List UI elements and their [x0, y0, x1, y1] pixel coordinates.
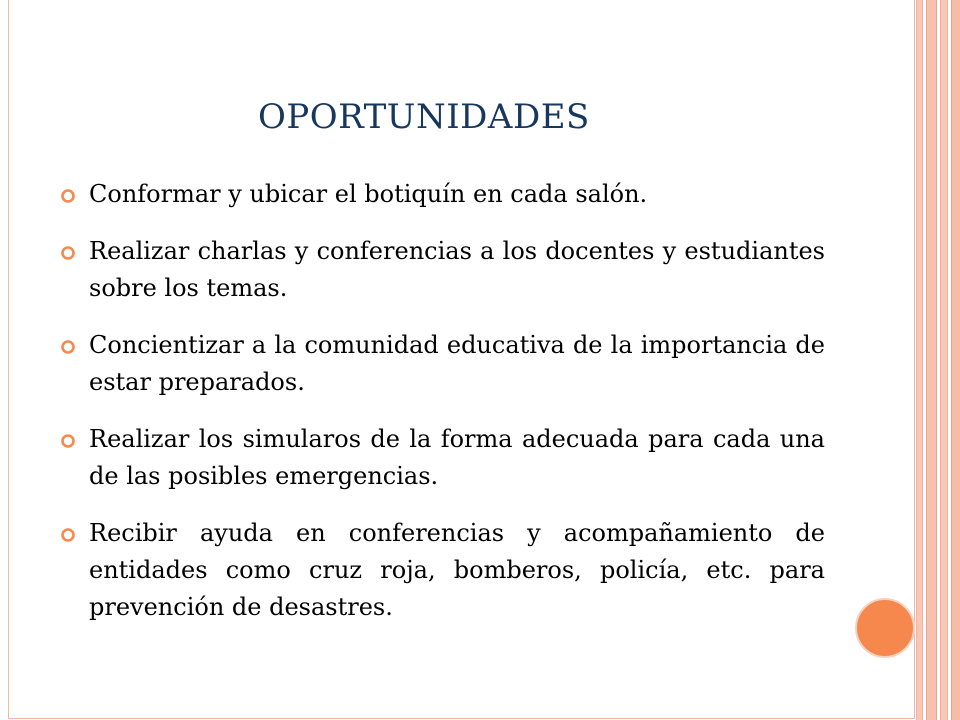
- stripe-1: [916, 0, 923, 720]
- ring-bullet-icon: [60, 188, 76, 204]
- bullet-item: [60, 176, 825, 213]
- bullet-item: [60, 421, 825, 495]
- bullet-item: [60, 327, 825, 401]
- orange-circle-accent: [855, 598, 915, 658]
- bullet-text: Conformar y ubicar el botiquín en cada salón.: [89, 180, 648, 208]
- bullet-text: Concientizar a la comunidad educativa de la importancia de estar preparados.: [89, 331, 825, 396]
- bullet-text: Realizar los simularos de la forma adecuada para cada una de las posibles emergencias.: [89, 425, 825, 490]
- bullet-list: [60, 176, 825, 626]
- bullet-item: [60, 515, 825, 626]
- ring-bullet-icon: [60, 339, 76, 355]
- stripe-4: [951, 0, 960, 720]
- bullet-text: Realizar charlas y conferencias a los docentes y estudiantes sobre los temas.: [89, 237, 825, 302]
- ring-bullet-icon: [60, 245, 76, 261]
- stripe-2: [926, 0, 937, 720]
- slide-title: OPORTUNIDADES: [258, 97, 590, 137]
- ring-bullet-icon: [60, 433, 76, 449]
- bullet-item: [60, 233, 825, 307]
- decorative-stripes: [916, 0, 960, 720]
- bullet-text: Recibir ayuda en conferencias y acompañamiento de entidades como cruz roja, bomberos, policía, etc. para prevención de desastres.: [89, 519, 825, 621]
- ring-bullet-icon: [60, 527, 76, 543]
- stripe-3: [940, 0, 948, 720]
